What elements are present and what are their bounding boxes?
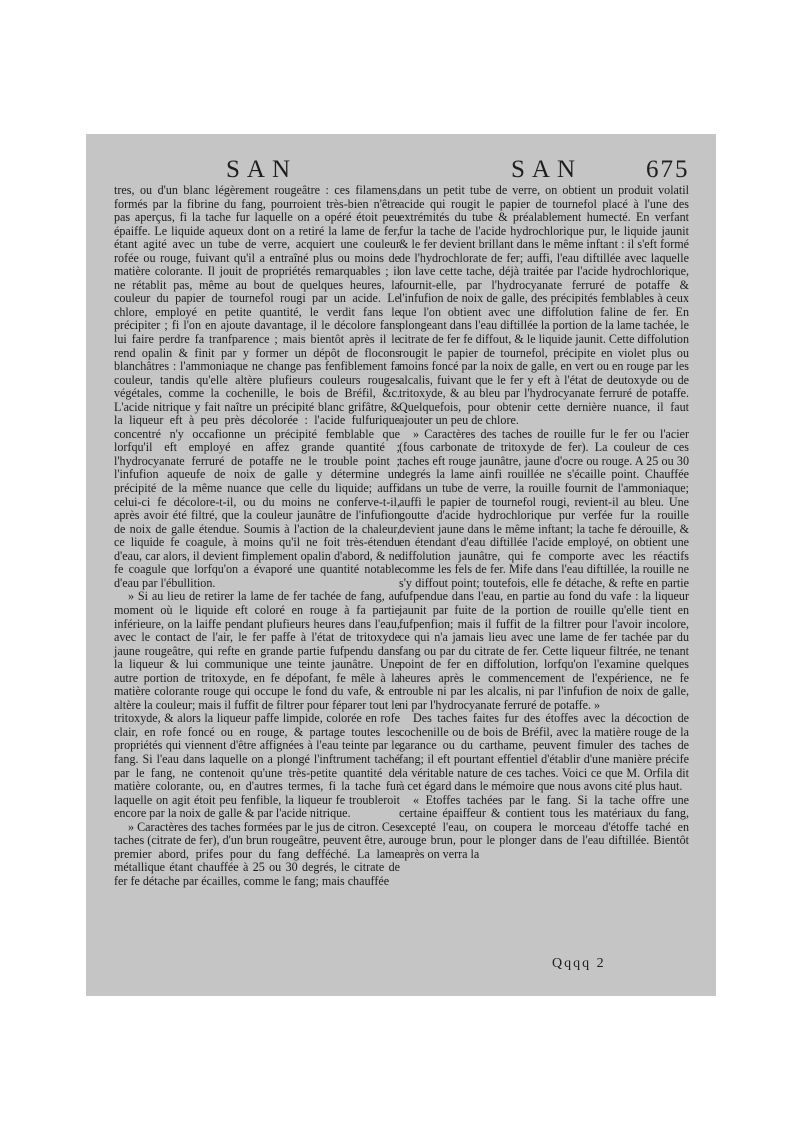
signature-mark: Qqqq 2 (552, 956, 606, 971)
right-column (399, 184, 689, 861)
paragraph: dans un petit tube de verre, on obtient un produit volatil acide qui rougit le papier de tournefol placé à l'une des extrémités du tube & préalablement humecté. En verfant fur la tache de l'acide hydrochlorique pur, le liquide jaunit & le fer devient brillant dans le même inftant : il s'eft formé de l'hydrochlorate de fer; auffi, l'eau diftillée avec laquelle on lave cette tache, déjà traitée par l'acide hydrochlorique, fournit-elle, par l'hydrocyanate ferruré de potaffe & l'infufion de noix de galle, des précipités femblables à ceux que l'on obtient avec une diffolution faline de fer. En plongeant dans l'eau diftillée la portion de la lame tachée, le citrate de fer fe diffout, & le liquide jaunit. Cette diffolution rougit le papier de tournefol, précipite en violet plus ou moins foncé par la noix de galle, en vert ou en rouge par les alcalis, fuivant que le fer y eft à l'état de deutoxyde ou de tritoxyde, & au bleu par l'hydrocyanate ferruré de potaffe. Quelquefois, pour obtenir cette dernière nuance, il faut ajouter un peu de chlore. (399, 183, 689, 428)
page-number: 675 (646, 156, 690, 183)
scanned-page (86, 134, 716, 996)
paragraph: » Caractères des taches formées par le jus de citron. Ces taches (citrate de fer), d'un brun rougeâtre, peuvent être, au premier abord, prifes pour du fang defféché. La lame métallique étant chauffée à 25 ou 30 degrés, le citrate de fer fe détache par écailles, comme le fang; mais chauffée (114, 819, 400, 888)
paragraph: » Caractères des taches de rouille fur le fer ou l'acier (fous carbonate de tritoxyde de fer). La couleur de ces taches eft rouge jaunâtre, jaune d'ocre ou rouge. A 25 ou 30 degrés la lame ainfi rouillée ne s'écaille point. Chauffée dans un tube de verre, la rouille fournit de l'ammoniaque; auffi le papier de tournefol rougi, revient-il au bleu. Une goutte d'acide hydrochlorique pur verfée fur la rouille devient jaune dans le même inftant; la tache fe dérouille, & en étendant d'eau diftillée l'acide employé, on obtient une diffolution jaunâtre, qui fe comporte avec les réactifs comme les fels de fer. Mife dans l'eau diftillée, la rouille ne s'y diffout point; toutefois, elle fe détache, & refte en partie fufpendue dans l'eau, en partie au fond du vafe : la liqueur jaunit par fuite de la portion de rouille qu'elle tient en fufpenfion; mais il fuffit de la filtrer pour l'avoir incolore, ce qui n'a jamais lieu avec une lame de fer tachée par du fang ou par du citrate de fer. Cette liqueur filtrée, ne tenant point de fer en diffolution, lorfqu'on l'examine quelques heures après le commencement de l'expérience, ne fe trouble ni par les alcalis, ni par l'infufion de noix de galle, ni par l'hydrocyanate ferruré de potaffe. » (399, 426, 689, 712)
paragraph: tres, ou d'un blanc légèrement rougeâtre : ces filamens, formés par la fibrine du fang, pourroient très-bien n'être pas aperçus, fi la tache fur laquelle on a opéré étoit peu épaiffe. Le liquide aqueux dont on a retiré la lame de fer, étant agité avec un tube de verre, acquiert une couleur rofée ou rouge, fuivant qu'il a entraîné plus ou moins de matière colorante. Il jouit de propriétés remarquables ; il ne rétablit pas, même au bout de quelques heures, la couleur du papier de tournefol rougi par un acide. Le chlore, employé en petite quantité, le verdit fans le précipiter ; fi l'on en ajoute davantage, il le décolore fans lui faire perdre fa tranfparence ; mais bientôt après il le rend opalin & finit par y former un dépôt de flocons blanchâtres : l'ammoniaque ne change pas fenfiblement fa couleur, tandis qu'elle altère plufieurs couleurs rouges végétales, comme la cochenille, le bois de Bréfil, &c. L'acide nitrique y fait naître un précipité blanc grifâtre, & la liqueur eft à peu près décolorée : l'acide fulfurique concentré n'y occafionne un précipité femblable que lorfqu'il eft employé en affez grande quantité ; l'hydrocyanate ferruré de potaffe ne le trouble point ; l'infufion aqueufe de noix de galle y détermine un précipité de la même nuance que celle du liquide; auffi celui-ci fe décolore-t-il, ou du moins ne conferve-t-il, après avoir été filtré, que la couleur jaunâtre de l'infufion de noix de galle étendue. Soumis à l'action de la chaleur, ce liquide fe coagule, à moins qu'il ne foit très-étendu d'eau, car alors, il devient fimplement opalin d'abord, & ne fe coagule que lorfqu'on a évaporé une quantité notable d'eau par l'ébullition. (114, 183, 400, 590)
running-head-left: SAN (226, 156, 298, 183)
paragraph: « Etoffes tachées par le fang. Si la tache offre une certaine épaiffeur & contient tous les matériaux du fang, excepté l'eau, on coupera le morceau d'étoffe taché en rouge brun, pour le plonger dans de l'eau diftillée. Bientôt après on verra la (399, 792, 689, 861)
left-column (114, 184, 400, 888)
running-head-right: SAN (511, 156, 583, 183)
paragraph: Des taches faites fur des étoffes avec la décoction de cochenille ou de bois de Bréfil, avec la matière rouge de la garance ou du carthame, peuvent fimuler des taches de fang; il eft pourtant effentiel d'établir d'une manière précife la véritable nature de ces taches. Voici ce que M. Orfila dit à cet égard dans le mémoire que nous avons cité plus haut. (399, 711, 689, 794)
paragraph: » Si au lieu de retirer la lame de fer tachée de fang, au moment où le liquide eft coloré en rouge à fa partie inférieure, on la laiffe pendant plufieurs heures dans l'eau, avec le contact de l'air, le fer paffe à l'état de tritoxyde jaune rougeâtre, qui refte en grande partie fufpendu dans la liqueur & lui communique une teinte jaunâtre. Une autre portion de tritoxyde, en fe dépofant, fe mêle à la matière colorante rouge qui occupe le fond du vafe, & en altère la couleur; mais il fuffit de filtrer pour féparer tout le tritoxyde, & alors la liqueur paffe limpide, colorée en rofe clair, en rofe foncé ou en rouge, & partage toutes les propriétés qui viennent d'être affignées à l'eau teinte par le fang. Si l'eau dans laquelle on a plongé l'inftrument taché par le fang, ne contenoit qu'une très-petite quantité de matière colorante, ou, en d'autres termes, fi la tache fur laquelle on agit étoit peu fenfible, la liqueur fe troubleroit encore par la noix de galle & par l'acide nitrique. (114, 589, 400, 821)
